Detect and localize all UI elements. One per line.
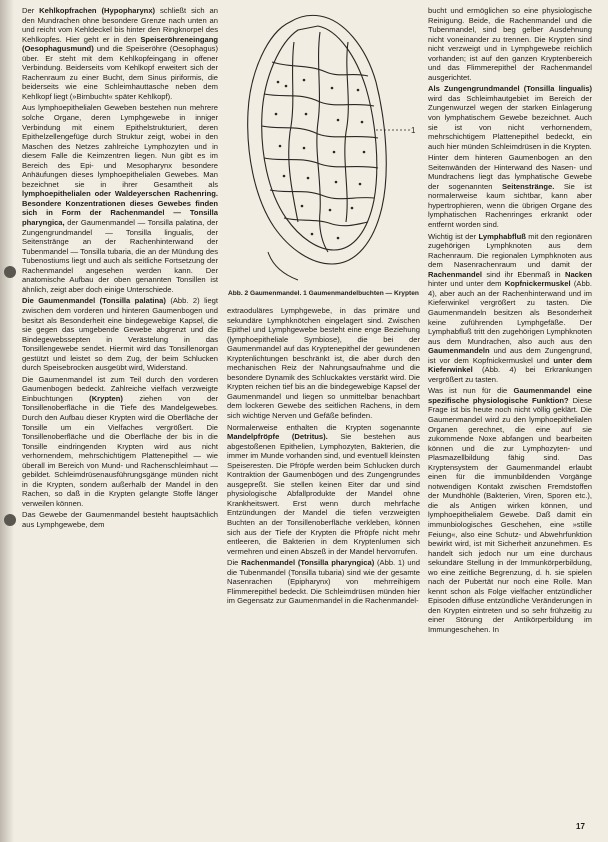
paragraph: extraoduläres Lymphgewebe, in das primäre und sekundäre Lymphknötchen eingelagert sind. Zwischen Epithel und Lymphgewebe besteht eine enge Beziehung (lymphoepitheliale Symbiose), die bei der Gaumenmandel auf das Kryptenepithel der gewundenen Kryptenlichtungen beschränkt ist, die aber durch den mechanischen Reiz der Nahrungsaufnahme und die besondere Dynamik des Schluckaktes verstärkt wird. Die Krypten reichen tief bis an die bindegewebige Kapsel der Gaumenmandel und liegen so unmittelbar benachbart dem lockeren Gewebe des seitlichen Rachens, in dem sich wichtige Nerven und Gefäße befinden. [227, 306, 420, 421]
scan-edge-shadow [0, 0, 14, 842]
binder-hole [4, 514, 16, 526]
paragraph: Wichtig ist der Lymphabfluß mit den regionären zugehörigen Lymphknoten aus dem Rachenraum. Die regionalen Lymphknoten aus dem Nasenrachenraum und damit der Rachenmandel sind ihr Ebenmaß in Nacken hinter und unter dem Kopfnickermuskel (Abb. 4), aber auch an der Rachenhinterwand und im Kieferwinkel vergrößert zu tasten. Die Gaumenmandeln besitzen als Besonderheit keine zuführenden Lymphgefäße. Der Lymphabfluß tritt den zugehörigen Lymphknoten aus dem Mundrachen, also auch aus den Gaumenmandeln und aus dem Zungengrund, ist vor dem Kopfnickermuskel und unter dem Kieferwinkel (Abb. 4) bei Erkrankungen vergrößert zu tasten. [428, 231, 592, 384]
middle-column [227, 306, 420, 836]
paragraph: Was ist nun für die Gaumenmandel eine spezifische physiologische Funktion? Diese Frage ist bis heute noch nicht völlig geklärt. Die Gaumenmandel wird zu den lymphoepithelialen Organen gerechnet, die eine auf sie zukommende Noxe abfangen und bearbeiten können und die zur Lymphozyten- und Plasmazellbildung fähig sind. Das Kryptensystem der Gaumenmandel erlaubt einen für die immunbildenden Vorgänge notwendigen Kontakt zwischen Fremdstoffen der Mundhöhle (Bakterien, Viren, Sporen etc.), die als Antigen wirken können, und lymphoepithelialem Gewebe. Daß damit ein immunbiologisches Geschehen, eine »stille Feiung«, also eine Schutz- und Abwehrfunktion bewirkt wird, ist mit Sicherheit anzunehmen. Es handelt sich jedoch nur um eine durchaus sekundäre Stellung in der Immunkörperbildung, wo eine zeitliche Begrenzung, d. h. sie spielen nach der Pubertät nur noch eine Rolle. Man kennt schon als Folge vielfacher entzündlicher Episoden diffuse entzündliche Veränderungen in den Krypten eintreten und so sehr frühzeitig zu einer Störung der Antikörperbildung im Immungeschehen. In [428, 386, 592, 634]
paragraph: Hinter dem hinteren Gaumenbogen an den Seitenwänden der Hinterwand des Nasen- und Mundrachens liegt das lymphatische Gewebe der sogenannten Seitenstränge. Sie ist normalerweise kaum sichtbar, kann aber hypertrophieren, wenn die übrigen Organe des lymphatischen Rachenringes erkrankt oder entfernt worden sind. [428, 153, 592, 230]
paragraph: Die Gaumenmandel (Tonsilla palatina) (Abb. 2) liegt zwischen dem vorderen und hinteren Gaumenbogen und besitzt als Besonderheit eine bindegewebige Kapsel, die sie gegen das umgebende Gewebe abgrenzt und die Bindegewebssepten in Verästelung in das Tonsillengewebe sendet. Hiermit wird das Tonsillenorgan gestützt und leistet so dem Zug, der beim Schlucken durch Speisebrocken ausgeübt wird, Widerstand. [22, 296, 218, 373]
paragraph: Als Zungengrundmandel (Tonsilla lingualis) wird das Schleimhautgebiet im Bereich der Zungenwurzel wegen der starken Einlagerung von lymphatischem Gewebe bezeichnet. Auch sie ist von nicht verhornendem, mehrschichtigem Plattenepithel bedeckt, ein auch hier münden Schleimdrüsen in die Krypten. [428, 84, 592, 151]
tonsil-figure [228, 2, 418, 287]
paragraph: Die Rachenmandel (Tonsilla pharyngica) (Abb. 1) und die Tubenmandel (Tonsilla tubaria) sind wie der gesamte Nasenrachen (Epipharynx) von mehrreihigem Flimmerepithel bedeckt. Die Schleimdrüsen münden hier im Gegensatz zur Gaumenmandel in die Rachenmandel- [227, 558, 420, 606]
binder-hole [4, 266, 16, 278]
paragraph: Das Gewebe der Gaumenmandel besteht hauptsächlich aus Lymphgewebe, dem [22, 510, 218, 529]
paragraph: Normalerweise enthalten die Krypten sogenannte Mandelpfröpfe (Detritus). Sie bestehen aus abgestoßenen Epithelien, Lymphozyten, Bakterien, die immer im Munde vorhanden sind, und eventuell kleinsten Speiseresten. Die Pfröpfe werden beim Schlucken durch Kontraktion der Gaumenbögen und des Zungengrundes ausgepreßt. Sie stellen keinen Eiter dar und sind physiologische Abfallprodukte der Mandel ohne Krankheitswert. Erst wenn durch mehrfache Entzündungen der Mandel die tiefen verzweigten Buchten an der Tonsillenoberfläche verkleben, können sich aus der Tiefe der Krypten die Pfröpfe nicht mehr entleeren, die Bakterien in dem Kryptenlumen sich vermehren und einen Abszeß in der Mandel hervorrufen. [227, 422, 420, 556]
left-column [22, 6, 218, 826]
figure-label-1: 1 [411, 126, 416, 135]
paragraph: Aus lymphoepithelialen Geweben bestehen nun mehrere solche Organe, deren Lymphgewebe in inniger Verbindung mit einem Epithelstrukturiert, deren Epithelzellengefüge durch Struktur zeigt, wobei in den Maschen des Netzes zahlreiche Lymphozyten und in diesem Falle die Keimzentren liegen. Nun gibt es im Bereich des Epi- und Mesopharynx besondere Anhäufungen dieses lymphoepithelialen Gewebes. Man bezeichnet sie in ihrer Gesamtheit als lymphoepithelialen oder Waldeyerschen Rachenring. Besondere Konzentrationen dieses Gewebes finden sich in Form der Rachenmandel — Tonsilla pharyngica, der Gaumenmandel — Tonsilla palatina, der Zungengrundmandel — Tonsilla lingualis, der Seitenstränge an der Rachenhinterwand der Tubenmandel — Tonsilla tubaria, die an der Mündung des Tubenostiums liegt und auch als seitliche Fortsetzung der Rachenmandel angesehen werden kann. Der anatomische Aufbau der oben genannten Tonsillen ist ähnlich, zeigt aber doch einige Unterschiede. [22, 103, 218, 294]
paragraph: Der Kehlkopfrachen (Hypopharynx) schließt sich an den Mundrachen ohne besondere Grenze nach unten an und reicht vom Kehldeckel bis hinter den Ringknorpel des Kehlkopfes. Hier geht er in den Speiseröhreneingang (Oesophagusmund) und die Speiseröhre (Oesophagus) über. Er steht mit dem Kehlkopfeingang in offener Verbindung. Beiderseits vom Kehlkopf erweitert sich der Rachenraum zu einer Bucht, dem Sinus piriformis, die beiderseits wie eine Schleimhauttasche neben dem Kehlkopf liegt (»Birnbucht« später Kehlkopf). [22, 6, 218, 101]
paragraph: bucht und ermöglichen so eine physiologische Reinigung. Beide, die Rachenmandel und die Tubenmandel, sind beg gelber Ausdehnung nicht voneinander zu trennen. Die Krypten sind nicht verzweigt und in Lymphgewebe reichlich vorhanden; ist auf den ganzen Kryptenbereich und das Flimmerepithel der Rachenmandel ausgerichtet. [428, 6, 592, 82]
paragraph: Die Gaumenmandel ist zum Teil durch den vorderen Gaumenbogen bedeckt. Zahlreiche vielfach verzweigte Einbuchtungen (Krypten) ziehen von der Tonsillenoberfläche in die Tiefe des Mandelgewebes. Durch den Aufbau dieser Krypten wird die Oberfläche der Tonsille um ein Vielfaches vergrößert. Die Tonsillenoberfläche und die Oberfläche der bis in die Tonsille eindringenden Krypten wird aus nicht verhornendem, mehrschichtigem Plattenepithel — wie überall im Bereich von Mund- und Rachenschleimhaut — gebildet. Schleimdrüsenausführungsgänge münden nicht in die Krypten, sondern außerhalb der Mandel in den Rachen, so daß in die Krypten gelangte Stoffe länger verweilen können. [22, 374, 218, 508]
page-number: 17 [576, 822, 585, 831]
tonsil-illustration [228, 2, 418, 287]
figure-caption: Abb. 2 Gaumenmandel. 1 Gaumenmandelbuchten — Krypten [228, 290, 419, 297]
right-column [428, 6, 592, 836]
